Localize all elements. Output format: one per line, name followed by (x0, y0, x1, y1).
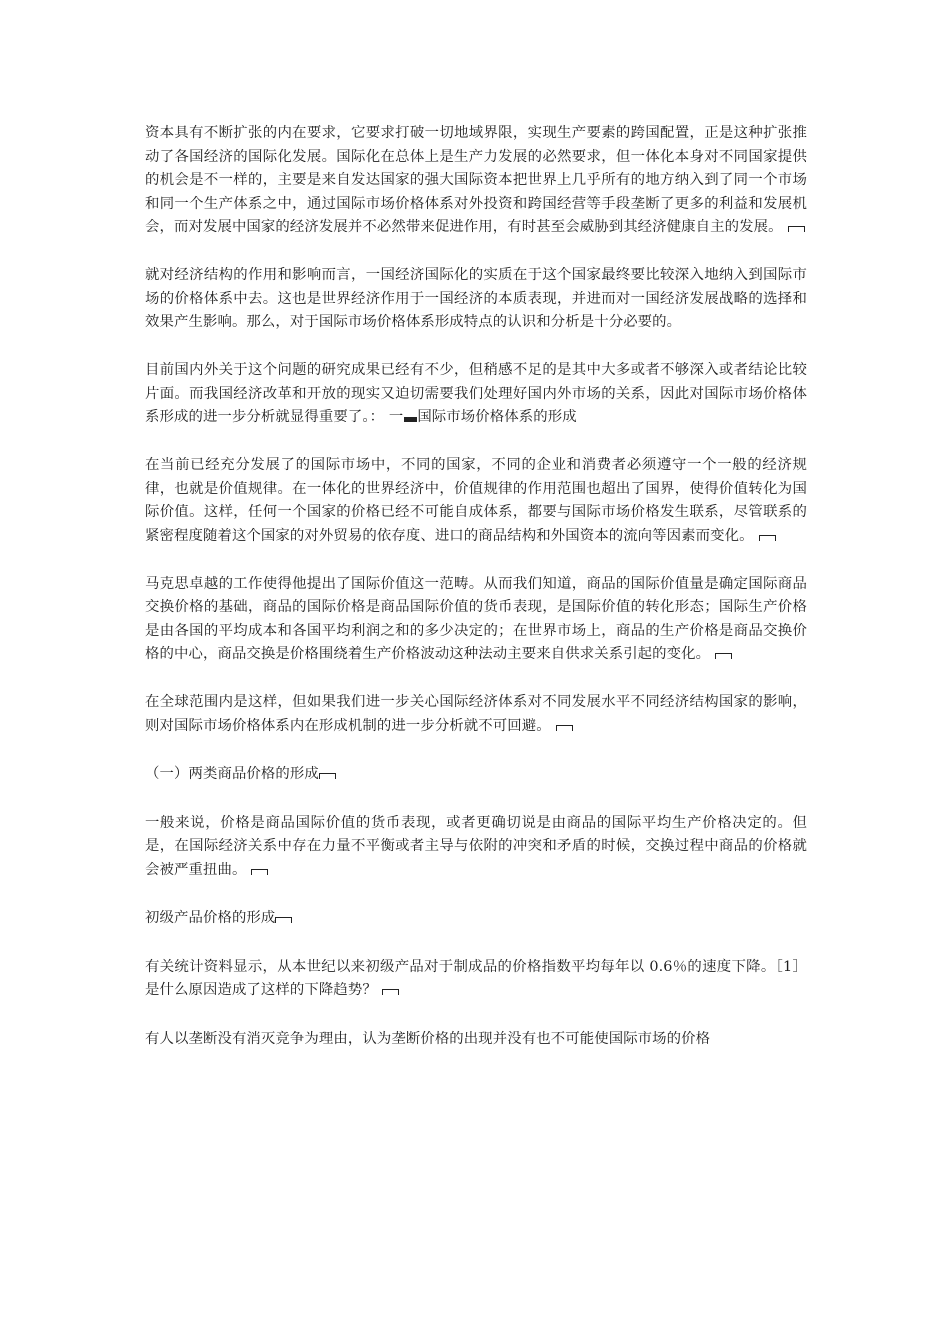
paragraph-mark-icon (759, 533, 776, 541)
subheading-1 (145, 763, 807, 787)
paragraph-7-text: 一般来说，价格是商品国际价值的货币表现，或者更确切说是由商品的国际平均生产价格决定的。但是，在国际经济关系中存在力量不平衡或者主导与依附的冲突和矛盾的时候，交换过程中商品的价格就会被严重扭曲。 (145, 814, 807, 878)
paragraph-mark-icon (319, 771, 336, 779)
paragraph-7 (145, 812, 807, 883)
paragraph-5 (145, 573, 807, 667)
paragraph-6 (145, 691, 807, 738)
paragraph-1 (145, 122, 807, 240)
paragraph-mark-icon (556, 723, 573, 731)
paragraph-4 (145, 454, 807, 548)
subheading-2-text: 初级产品价格的形成 (145, 910, 276, 927)
paragraph-4-text: 在当前已经充分发展了的国际市场中，不同的国家，不同的企业和消费者必须遵守一个一般的经济规律，也就是价值规律。在一体化的世界经济中，价值规律的作用范围也超出了国界，使得价值转化为国际价值。这样，任何一个国家的价格已经不可能自成体系，都要与国际市场价格发生联系，尽管联系的紧密程度随着这个国家的对外贸易的依存度、进口的商品结构和外国资本的流向等因素而变化。 (145, 457, 807, 544)
paragraph-9: 有人以垄断没有消灭竞争为理由，认为垄断价格的出现并没有也不可能使国际市场的价格 (145, 1030, 711, 1047)
paragraph-mark-icon (788, 224, 805, 232)
paragraph-5-text: 马克思卓越的工作使得他提出了国际价值这一范畴。从而我们知道，商品的国际价值量是确定国际商品交换价格的基础，商品的国际价格是商品国际价值的货币表现，是国际价值的转化形态；国际生产价格是由各国的平均成本和各国平均利润之和的多少决定的；在世界市场上，商品的生产价格是商品交换价格的中心，商品交换是价格围绕着生产价格波动这种法动主要来自供求关系引起的变化。 (145, 575, 807, 663)
paragraph-8-text: 有关统计资料显示，从本世纪以来初级产品对于制成品的价格指数平均每年以 0.6％的速度下降。［1］是什么原因造成了这样的下降趋势？ (145, 958, 807, 999)
paragraph-mark-icon (715, 651, 732, 659)
paragraph-2: 就对经济结构的作用和影响而言，一国经济国际化的实质在于这个国家最终要比较深入地纳入到国际市场的价格体系中去。这也是世界经济作用于一国经济的本质表现，并进而对一国经济发展战略的选择和效果产生影响。那么，对于国际市场价格体系形成特点的认识和分析是十分必要的。 (145, 267, 807, 331)
paragraph-mark-icon (275, 915, 292, 923)
document-body (145, 122, 807, 1051)
paragraph-3 (145, 359, 807, 430)
paragraph-3-text: 目前国内外关于这个问题的研究成果已经有不少，但稍感不足的是其中大多或者不够深入或者结论比较片面。而我国经济改革和开放的现实又迫切需要我们处理好国内外市场的关系，因此对国际市场价格体系形成的进一步分析就显得重要了。： 一 (145, 362, 807, 426)
section-heading-1: 国际市场价格体系的形成 (417, 409, 577, 426)
paragraph-8 (145, 956, 807, 1003)
section-mark-icon (404, 414, 417, 422)
paragraph-6-text: 在全球范围内是这样，但如果我们进一步关心国际经济体系对不同发展水平不同经济结构国家的影响，则对国际市场价格体系内在形成机制的进一步分析就不可回避。 (145, 694, 807, 734)
paragraph-mark-icon (382, 987, 399, 995)
paragraph-1-text: 资本具有不断扩张的内在要求，它要求打破一切地域界限，实现生产要素的跨国配置，正是这种扩张推动了各国经济的国际化发展。国际化在总体上是生产力发展的必然要求，但一体化本身对不同国家提供的机会是不一样的，主要是来自发达国家的强大国际资本把世界上几乎所有的地方纳入到了同一个市场和同一个生产体系之中，通过国际市场价格体系对外投资和跨国经营等手段垄断了更多的利益和发展机会，而对发展中国家的经济发展并不必然带来促进作用，有时甚至会威胁到其经济健康自主的发展。 (145, 125, 807, 236)
subheading-1-text: （一）两类商品价格的形成 (145, 766, 319, 783)
subheading-2 (145, 907, 807, 931)
paragraph-mark-icon (251, 867, 268, 875)
